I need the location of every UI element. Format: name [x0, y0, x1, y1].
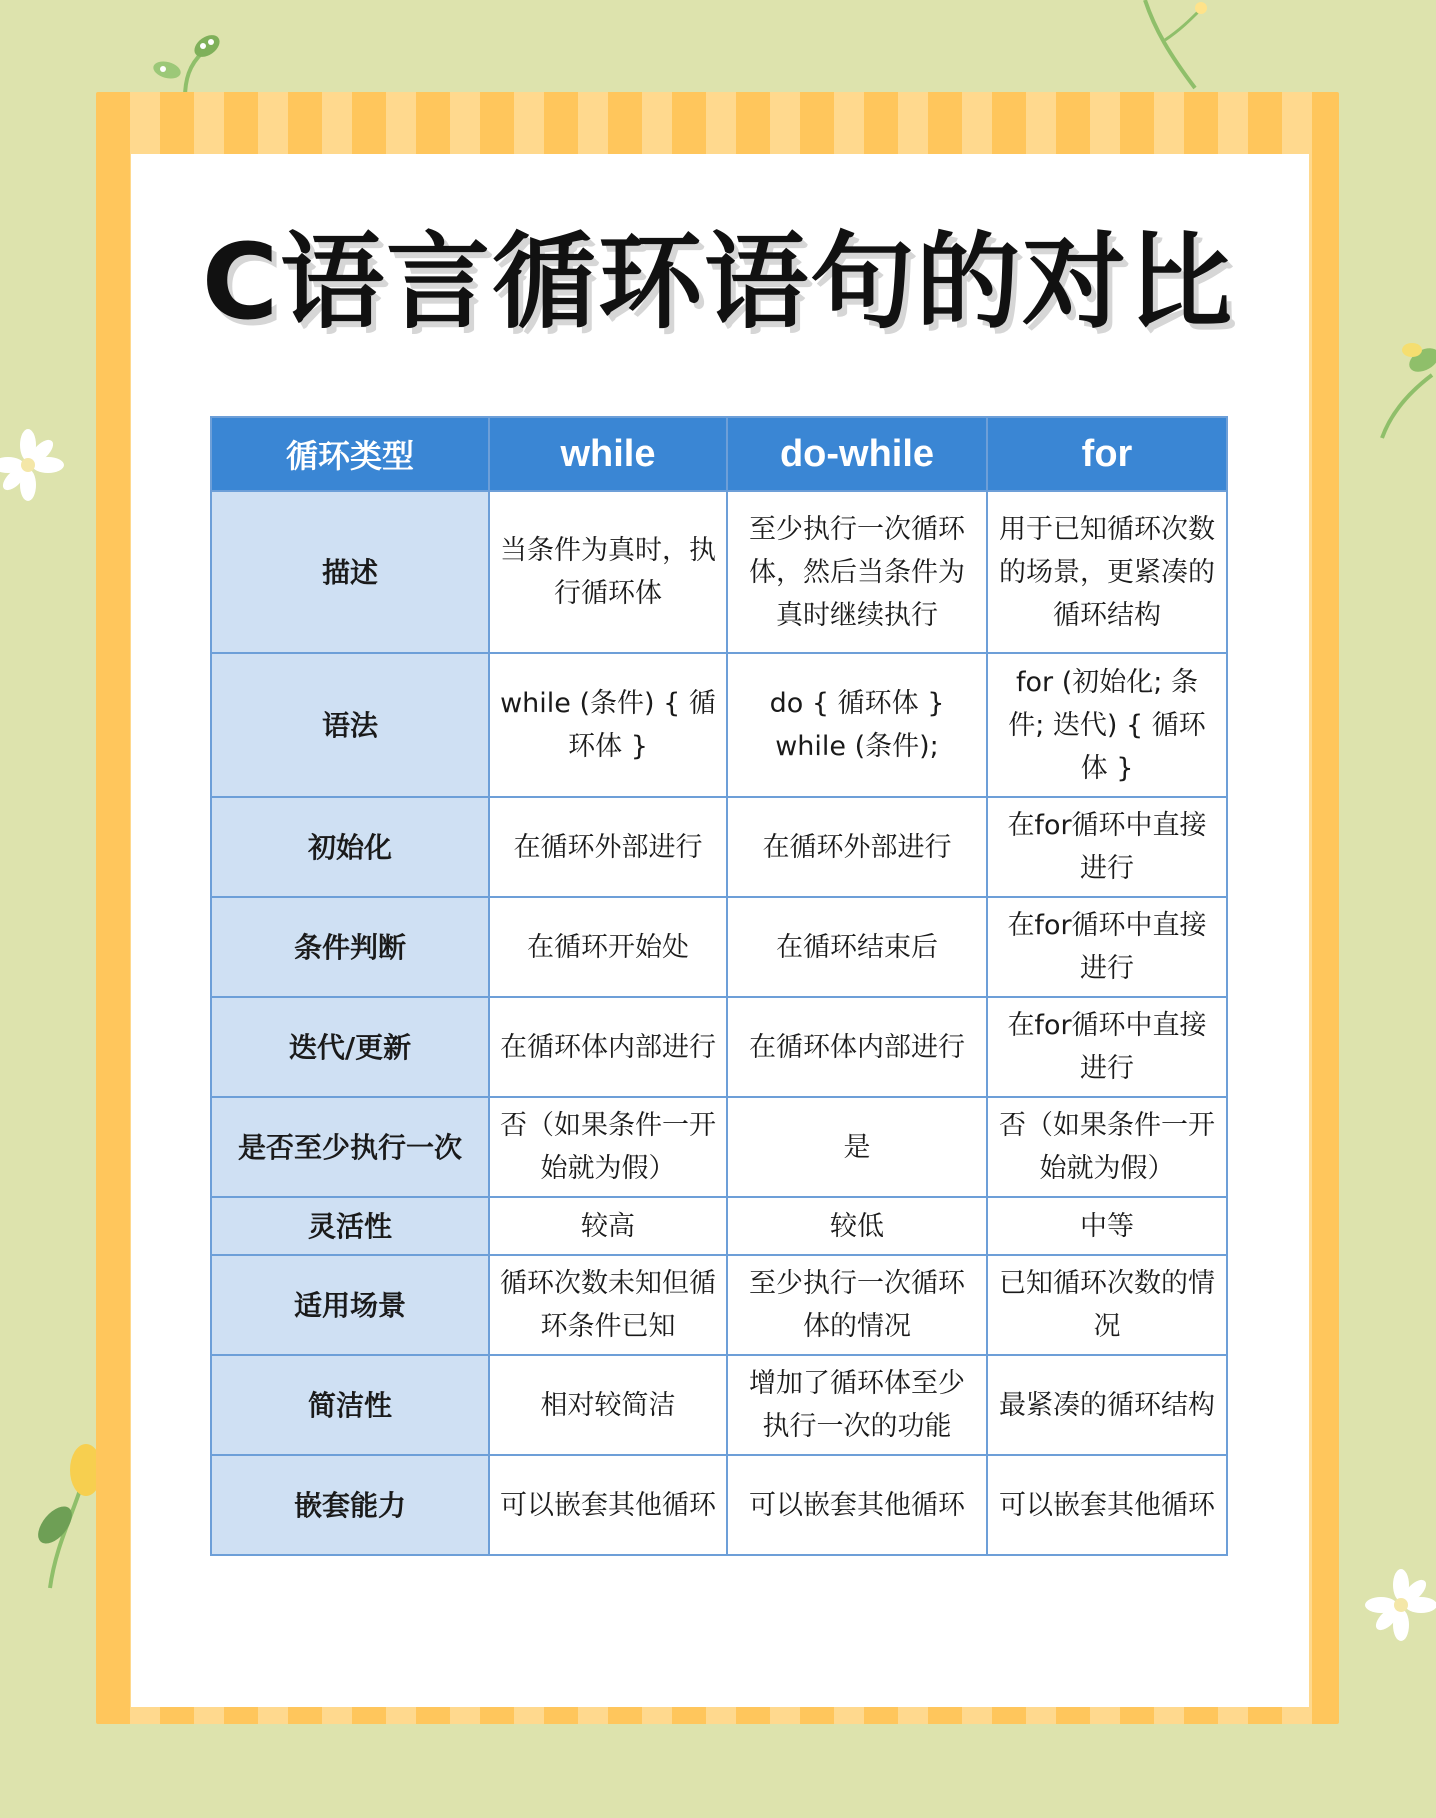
leaf-flower-icon — [20, 1430, 100, 1590]
row-label: 嵌套能力 — [211, 1455, 489, 1555]
row-label: 描述 — [211, 491, 489, 653]
table-header-row — [211, 417, 1227, 491]
page-title: C语言循环语句的对比 — [201, 221, 1235, 343]
table-row — [211, 997, 1227, 1097]
table-row — [211, 1455, 1227, 1555]
column-header-for: for — [987, 417, 1227, 491]
daisy-icon — [0, 425, 70, 505]
table-cell: 否（如果条件一开始就为假） — [489, 1097, 727, 1197]
table-row — [211, 653, 1227, 797]
leaf-flower-icon — [1372, 330, 1436, 440]
row-label: 简洁性 — [211, 1355, 489, 1455]
row-label: 迭代/更新 — [211, 997, 489, 1097]
branch-icon — [1125, 0, 1225, 90]
table-cell: 在循环体内部进行 — [489, 997, 727, 1097]
column-header-type: 循环类型 — [211, 417, 489, 491]
table-cell: 已知循环次数的情况 — [987, 1255, 1227, 1355]
table-cell: 在循环外部进行 — [489, 797, 727, 897]
comparison-table — [210, 416, 1228, 1556]
table-cell: do { 循环体 } while (条件); — [727, 653, 987, 797]
row-label: 条件判断 — [211, 897, 489, 997]
table-row — [211, 797, 1227, 897]
table-cell: 较高 — [489, 1197, 727, 1255]
table-cell: 可以嵌套其他循环 — [727, 1455, 987, 1555]
table-cell: 在循环体内部进行 — [727, 997, 987, 1097]
table-cell: 相对较简洁 — [489, 1355, 727, 1455]
table-cell: 增加了循环体至少执行一次的功能 — [727, 1355, 987, 1455]
column-header-do-while: do-while — [727, 417, 987, 491]
table-cell: 否（如果条件一开始就为假） — [987, 1097, 1227, 1197]
table-cell: 最紧凑的循环结构 — [987, 1355, 1227, 1455]
daisy-icon — [1365, 1560, 1436, 1650]
table-cell: 在for循环中直接进行 — [987, 897, 1227, 997]
table-cell: 在for循环中直接进行 — [987, 997, 1227, 1097]
table-row — [211, 1355, 1227, 1455]
table-cell: 可以嵌套其他循环 — [489, 1455, 727, 1555]
row-label: 适用场景 — [211, 1255, 489, 1355]
table-cell: 在for循环中直接进行 — [987, 797, 1227, 897]
table-cell: 用于已知循环次数的场景，更紧凑的循环结构 — [987, 491, 1227, 653]
row-label: 初始化 — [211, 797, 489, 897]
table-cell: 循环次数未知但循环条件已知 — [489, 1255, 727, 1355]
table-cell: 至少执行一次循环体，然后当条件为真时继续执行 — [727, 491, 987, 653]
table-cell: 在循环开始处 — [489, 897, 727, 997]
table-cell: for (初始化; 条件; 迭代) { 循环体 } — [987, 653, 1227, 797]
table-cell: 可以嵌套其他循环 — [987, 1455, 1227, 1555]
table-cell: 当条件为真时，执行循环体 — [489, 491, 727, 653]
table-row — [211, 491, 1227, 653]
table-cell: 在循环结束后 — [727, 897, 987, 997]
column-header-while: while — [489, 417, 727, 491]
table-row — [211, 1255, 1227, 1355]
table-row — [211, 897, 1227, 997]
row-label: 语法 — [211, 653, 489, 797]
row-label: 灵活性 — [211, 1197, 489, 1255]
table-cell: 是 — [727, 1097, 987, 1197]
row-label: 是否至少执行一次 — [211, 1097, 489, 1197]
sprout-icon — [145, 30, 225, 100]
table-row — [211, 1197, 1227, 1255]
table-cell: 在循环外部进行 — [727, 797, 987, 897]
table-cell: while (条件) { 循环体 } — [489, 653, 727, 797]
table-cell: 至少执行一次循环体的情况 — [727, 1255, 987, 1355]
table-row — [211, 1097, 1227, 1197]
table-cell: 较低 — [727, 1197, 987, 1255]
table-cell: 中等 — [987, 1197, 1227, 1255]
